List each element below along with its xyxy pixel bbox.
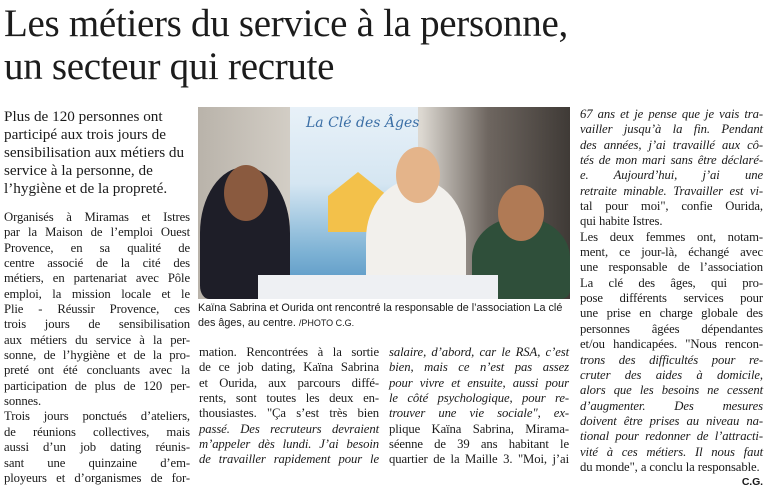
text-line [580, 459, 763, 489]
text-line: pour vivre et ensuite, aussi pour [389, 375, 569, 390]
text-line: trons des difficultés pour re- [580, 352, 763, 367]
banner-title: La Clé des Âges [306, 115, 420, 131]
text-line: d’augmenter. Des mesures [580, 398, 763, 413]
text-line: plique Kaïna Sabrina, Mirama- [389, 421, 569, 436]
text-line: de travailler rapidement pour le [199, 452, 379, 467]
text-line: trois jours de sensibilisation [4, 317, 190, 332]
article-column-3 [389, 345, 569, 468]
article-column-1 [4, 210, 190, 486]
text-line: tés de mon mari sans être déclaré- [580, 153, 763, 168]
text-line: doivent être prises au niveau na- [580, 413, 763, 428]
text-line: de ce job dating, Kaïna Sabrina [199, 360, 379, 375]
text-line: de réunions collectives, mais [4, 424, 190, 439]
text-line: Trois jours ponctués d’ateliers, [4, 409, 190, 424]
article-photo [198, 107, 570, 299]
person-left-head [224, 165, 268, 221]
text-line: bien, mais ce n’est pas assez [389, 360, 569, 375]
article-column-4 [580, 107, 763, 491]
text-line: 67 ans et je pense que je vais tra- [580, 107, 763, 121]
text-line: par la Maison de l’emploi Ouest [4, 225, 190, 240]
table [258, 275, 498, 299]
text-line: sonne, de l’hygiène et de la pro- [4, 348, 190, 363]
text-line: Plie - Réussir Provence, ces [4, 302, 190, 317]
text-line: centre associé de la cité des [4, 256, 190, 271]
text-line: salaire, d’abord, car le RSA, c’est [389, 345, 569, 359]
caption-text: Kaïna Sabrina et Ourida ont rencontré la responsable de l’association La clé des âges, au centre. [198, 302, 563, 329]
text-line: métiers, en partenariat avec Pôle [4, 271, 190, 286]
text-line: trouver une vie sociale", ex- [389, 406, 569, 421]
text-line: m’appeler dès lundi. J’ai besoin [199, 437, 379, 452]
text-line: et/ou handicapées. "Nous rencon- [580, 337, 763, 352]
text-line: vité à ces métiers. Il nous faut [580, 444, 763, 459]
text-line: personnes âgées dépendantes [580, 321, 763, 336]
author-signature: C.G. [741, 476, 763, 489]
text-line: Provence, en sa qualité de [4, 240, 190, 255]
photo-caption [198, 301, 570, 331]
text-line: Organisés à Miramas et Istres [4, 210, 190, 224]
text-line: preté ont été concluants avec la [4, 363, 190, 378]
text-line: qui habite Istres. [580, 214, 663, 229]
article-column-2 [199, 345, 379, 468]
headline-line-2: un secteur qui recrute [4, 45, 335, 88]
text-line: rents, sont toutes les deux en- [199, 391, 379, 406]
text-line: séenne de 39 ans habitant le [389, 437, 569, 452]
text-line: ployeurs et d’organismes de for- [4, 470, 190, 485]
text-line: une responsable de l’association [580, 260, 763, 275]
text-line: sonnes. [4, 394, 42, 409]
text-line: retraite minable. Travailler est vi- [580, 183, 763, 198]
text-line: une prise en charge globale des [580, 306, 763, 321]
text-line: tal pour moi", confie Ourida, [580, 199, 763, 214]
headline-line-1: Les métiers du service à la personne, [4, 2, 568, 45]
text-line: le côté psychologique, pour re- [389, 391, 569, 406]
text-line: alors que les besoins ne cessent [580, 383, 763, 398]
headline [4, 2, 764, 88]
text-line: quartier de la Maille 3. "Moi, j’ai [389, 452, 569, 467]
text-line: et Ourida, aux parcours diffé- [199, 375, 379, 390]
text-line: vailler jusqu’à la fin. Pendant [580, 122, 763, 137]
lede: Plus de 120 personnes ont participé aux trois jours de sensibilisation aux métiers du service à la personne, de l’hygiène et de la propreté. [4, 108, 185, 197]
text-line: thousiastes. "Ça s’est très bien [199, 406, 379, 421]
text-line: aussi d’un job dating réunis- [4, 440, 190, 455]
text-line: tional pour redonner de l’attracti- [580, 429, 763, 444]
text-line: ment, ce jour-là, échangé avec [580, 245, 763, 260]
text-line: La clé des âges, qui pro- [580, 275, 763, 290]
text-line: sant une quinzaine d’em- [4, 455, 190, 470]
text-line: mation. Rencontrées à la sortie [199, 345, 379, 359]
text-line: participation de plus de 120 per- [4, 378, 190, 393]
person-center-head [396, 147, 440, 203]
text-line: passé. Des recruteurs devraient [199, 421, 379, 436]
text-line: aux métiers du service à la per- [4, 332, 190, 347]
person-right-head [498, 185, 544, 241]
text-line: cruter des aides à domicile, [580, 367, 763, 382]
text-line: des années, j’ai travaillé aux cô- [580, 137, 763, 152]
text-line: pose différents services pour [580, 291, 763, 306]
text-line: emploi, la mission locale et le [4, 286, 190, 301]
text-line: e. Aujourd’hui, j’ai une [580, 168, 763, 183]
photo-credit: /PHOTO C.G. [298, 318, 355, 328]
closing-line: du monde", a conclu la responsable. [580, 459, 760, 474]
text-line: Les deux femmes ont, notam- [580, 229, 763, 244]
